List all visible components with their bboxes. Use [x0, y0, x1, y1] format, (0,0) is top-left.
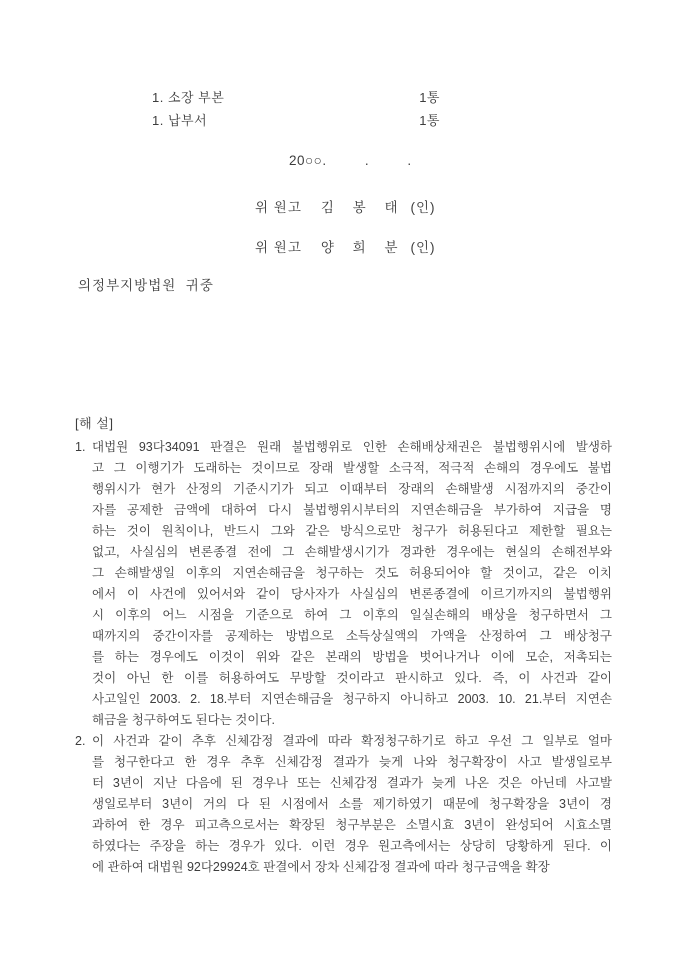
commentary-line: 없고, 사실심의 변론종결 전에 그 손해발생시기가 경과한 경우에는 현실의 손해전부와	[92, 545, 612, 559]
attachment-list	[152, 86, 440, 132]
commentary-line: 를 청구한다고 한 경우 추후 신체감정 결과가 늦게 나와 청구확장이 사고 발생일로부	[92, 755, 612, 769]
commentary-line: 하는 것이 원칙이나, 반드시 그와 같은 방식으로만 청구가 허용된다고 제한할 필요는	[92, 524, 612, 538]
item-number: 2.	[75, 734, 86, 748]
attachment-row	[152, 109, 440, 132]
commentary-line: 터 3년이 지난 다음에 된 경우나 또는 신체감정 결과가 늦게 나온 것은 아닌데 사고발	[92, 776, 612, 790]
commentary-line: 것이 아닌 한 이를 허용하여도 무방할 것이라고 판시하고 있다. 즉, 이 사건과 같이	[92, 671, 612, 685]
item-number: 1.	[75, 440, 86, 454]
commentary-items	[75, 437, 612, 878]
commentary-line: 그 손해발생일 이후의 지연손해금을 청구하는 것도 허용되어야 할 것이고, 같은 이치	[92, 566, 612, 580]
commentary-line: 에서 이 사건에 있어서와 같이 당사자가 사실심의 변론종결에 이르기까지의 불법행위	[92, 587, 612, 601]
commentary-line: 해금을 청구하여도 된다는 것이다.	[92, 713, 275, 727]
commentary-line: 를 하는 경우에도 이것이 위와 같은 본래의 방법을 벗어나거나 이에 모순, 저촉되는	[92, 650, 612, 664]
commentary-title: [해 설]	[75, 416, 114, 431]
signature-role: 위 원고	[255, 200, 302, 215]
commentary-line: 과하여 한 경우 피고측으로서는 확장된 청구부분은 소멸시효 3년이 완성되어 시효소멸	[92, 818, 612, 832]
document-date: 20○○. . .	[289, 153, 412, 168]
commentary-item	[75, 437, 612, 731]
commentary-line: 시 이후의 어느 시점을 기준으로 하여 그 이후의 일실손해의 배상을 청구하면서 그	[92, 608, 612, 622]
item-text	[92, 731, 612, 878]
commentary-line: 사고일인 2003. 2. 18.부터 지연손해금을 청구하지 아니하고 2003. 10. 21.부터 지연손	[92, 692, 612, 706]
seal-mark: (인)	[410, 200, 436, 215]
signatory-name: 양 희 분	[320, 240, 399, 255]
signature-list	[255, 196, 436, 276]
attachment-label: 1. 소장 부본	[152, 90, 225, 105]
attachment-count: 1통	[419, 113, 440, 128]
signature-role: 위 원고	[255, 240, 302, 255]
attachment-count: 1통	[419, 90, 440, 105]
commentary-line: 하였다는 주장을 하는 경우가 있다. 이런 경우 원고측에서는 상당히 당황하게 된다. 이	[92, 839, 612, 853]
signature-row	[255, 196, 436, 215]
commentary-line: 이 사건과 같이 추후 신체감정 결과에 따라 확정청구하기로 하고 우선 그 일부로 얼마	[92, 734, 612, 748]
commentary-line: 행위시가 현가 산정의 기준시기가 되고 이때부터 장래의 손해발생 시점까지의 중간이	[92, 482, 612, 496]
attachment-row	[152, 86, 440, 109]
commentary-line: 고 그 이행기가 도래하는 것이므로 장래 발생할 소극적, 적극적 손해의 경우에도 불법	[92, 461, 612, 475]
court-recipient: 의정부지방법원 귀중	[78, 278, 214, 293]
seal-mark: (인)	[410, 240, 436, 255]
signature-row	[255, 236, 436, 255]
commentary-line: 생일로부터 3년이 거의 다 된 시점에서 소를 제기하였기 때문에 청구확장을 3년이 경	[92, 797, 612, 811]
commentary-line: 에 관하여 대법원 92다29924호 판결에서 장차 신체감정 결과에 따라 청구금액을 확장	[92, 860, 550, 874]
commentary-item	[75, 731, 612, 878]
commentary-line: 때까지의 중간이자를 공제하는 방법으로 소득상실액의 가액을 산정하여 그 배상청구	[92, 629, 612, 643]
signatory-name: 김 봉 태	[320, 200, 399, 215]
commentary-section	[75, 413, 612, 878]
commentary-line: 자를 공제한 금액에 대하여 다시 불법행위시부터의 지연손해금을 부가하여 지급을 명	[92, 503, 612, 517]
commentary-line: 대법원 93다34091 판결은 원래 불법행위로 인한 손해배상채권은 불법행위시에 발생하	[92, 440, 612, 454]
item-text	[92, 437, 612, 731]
attachment-label: 1. 납부서	[152, 113, 208, 128]
